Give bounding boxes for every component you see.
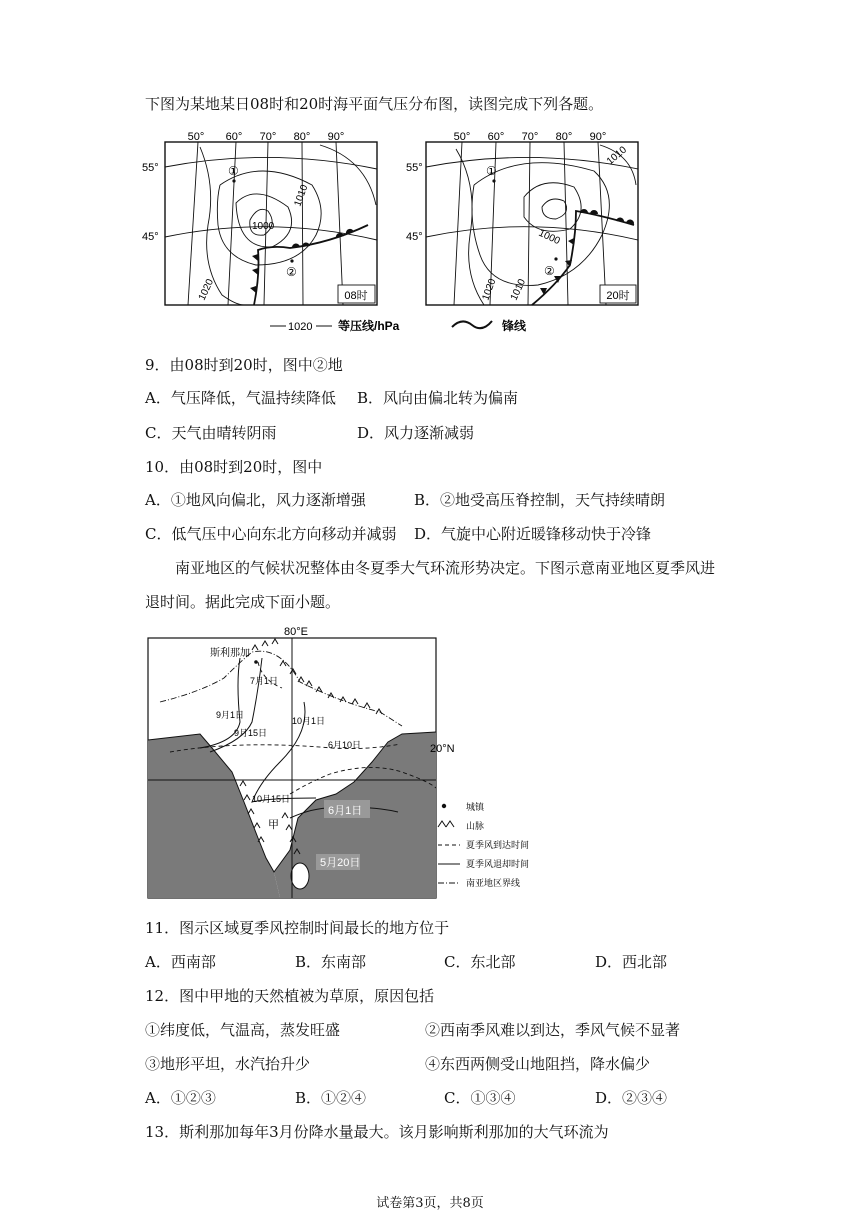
isobar-label: 1010 [604, 144, 629, 168]
isobar-label: 1010 [508, 277, 529, 303]
legend-isobar: 等压线/hPa [338, 319, 400, 333]
q10-option-d[interactable]: D．气旋中心附近暖锋移动快于冷锋 [414, 525, 652, 543]
intro-text-2b: 退时间。据此完成下面小题。 [145, 593, 341, 611]
place-label-1: ① [228, 164, 239, 178]
lon-label: 50° [187, 131, 205, 143]
lat-label: 45° [406, 231, 423, 243]
q12-option-a[interactable]: A．①②③ [145, 1089, 216, 1107]
lon-label: 70° [259, 131, 277, 143]
q12-statement-1: ①纬度低，气温高，蒸发旺盛 [145, 1021, 341, 1039]
q9-stem: 9．由08时到20时，图中②地 [145, 356, 343, 374]
q10-option-b[interactable]: B．②地受高压脊控制，天气持续晴朗 [414, 491, 666, 509]
isobar-label: 1000 [252, 221, 275, 232]
place-label-jia: 甲 [268, 819, 279, 831]
q11-option-d[interactable]: D．西北部 [595, 953, 668, 971]
legend-boundary: 南亚地区界线 [466, 878, 521, 888]
map-2000 [426, 142, 638, 305]
time-label-2000: 20时 [606, 290, 630, 302]
isobar-label: 1000 [536, 227, 562, 248]
q12-statement-3: ③地形平坦，水汽抬升少 [145, 1055, 311, 1073]
lat-label: 45° [142, 231, 159, 243]
lon-label: 50° [453, 131, 471, 143]
place-label-2: ② [544, 264, 555, 278]
q12-option-b[interactable]: B．①②④ [295, 1089, 367, 1107]
lon-label: 60° [225, 131, 243, 143]
lat-label: 55° [406, 162, 423, 174]
q11-option-a[interactable]: A．西南部 [145, 953, 216, 971]
q9-option-d[interactable]: D．风力逐渐减弱 [357, 424, 475, 442]
q12-stem: 12．图中甲地的天然植被为草原，原因包括 [145, 987, 435, 1005]
lon-label: 90° [327, 131, 345, 143]
isobar-label: 1010 [292, 183, 311, 209]
isobar-label: 1020 [480, 277, 499, 303]
legend-city: 城镇 [466, 802, 485, 812]
q12-option-d[interactable]: D．②③④ [595, 1089, 668, 1107]
place-label-2: ② [286, 265, 297, 279]
legend-front: 锋线 [502, 319, 527, 333]
map-0800 [165, 142, 377, 305]
lon-label-80e: 80°E [284, 626, 308, 638]
q12-statement-4: ④东西两侧受山地阻挡，降水偏少 [425, 1055, 651, 1073]
date-label: 9月1日 [216, 710, 245, 720]
pressure-map-legend [270, 318, 527, 333]
city-label: 斯利那加 [210, 648, 250, 659]
date-label: 6月1日 [328, 805, 363, 817]
q11-stem: 11．图示区域夏季风控制时间最长的地方位于 [145, 919, 450, 937]
lon-label: 80° [293, 131, 311, 143]
legend-arrival: 夏季风到达时间 [466, 840, 530, 850]
lon-label: 80° [555, 131, 573, 143]
q11-option-c[interactable]: C．东北部 [444, 953, 516, 971]
monsoon-map-figure [140, 622, 540, 902]
q10-option-c[interactable]: C．低气压中心向东北方向移动并减弱 [145, 525, 397, 543]
lon-label: 90° [589, 131, 607, 143]
q11-option-b[interactable]: B．东南部 [295, 953, 367, 971]
lon-label: 60° [487, 131, 505, 143]
intro-text-2: 南亚地区的气候状况整体由冬夏季大气环流形势决定。下图示意南亚地区夏季风进 [175, 559, 716, 577]
lon-label: 70° [521, 131, 539, 143]
date-label: 7月1日 [250, 676, 279, 686]
q10-stem: 10．由08时到20时，图中 [145, 458, 323, 476]
place-label-1: ① [486, 164, 497, 178]
q13-stem: 13．斯利那加每年3月份降水量最大。该月影响斯利那加的大气环流为 [145, 1123, 609, 1141]
date-label: 10月1日 [292, 716, 326, 726]
q9-option-b[interactable]: B．风向由偏北转为偏南 [357, 389, 519, 407]
q9-option-c[interactable]: C．天气由晴转阴雨 [145, 424, 277, 442]
date-label: 6月10日 [328, 740, 362, 750]
legend-retreat: 夏季风退却时间 [466, 859, 530, 869]
time-label-0800: 08时 [344, 290, 368, 302]
lat-label-20n: 20°N [430, 743, 455, 755]
isobar-label: 1020 [196, 277, 217, 303]
q10-option-a[interactable]: A．①地风向偏北，风力逐渐增强 [145, 491, 366, 509]
legend-sample: 1020 [288, 321, 313, 333]
intro-text-1: 下图为某地某日08时和20时海平面气压分布图，读图完成下列各题。 [145, 95, 604, 113]
date-label: 10月15日 [252, 794, 291, 804]
pressure-map-figure [140, 125, 660, 340]
lat-label: 55° [142, 162, 159, 174]
q12-option-c[interactable]: C．①③④ [444, 1089, 516, 1107]
date-label: 9月15日 [234, 728, 268, 738]
monsoon-legend [438, 801, 529, 888]
q12-statement-2: ②西南季风难以到达，季风气候不显著 [425, 1021, 681, 1039]
q9-option-a[interactable]: A．气压降低，气温持续降低 [145, 389, 336, 407]
legend-mountain: 山脉 [466, 821, 485, 831]
date-label: 5月20日 [320, 857, 361, 869]
page-footer: 试卷第3页，共8页 [376, 1196, 484, 1211]
